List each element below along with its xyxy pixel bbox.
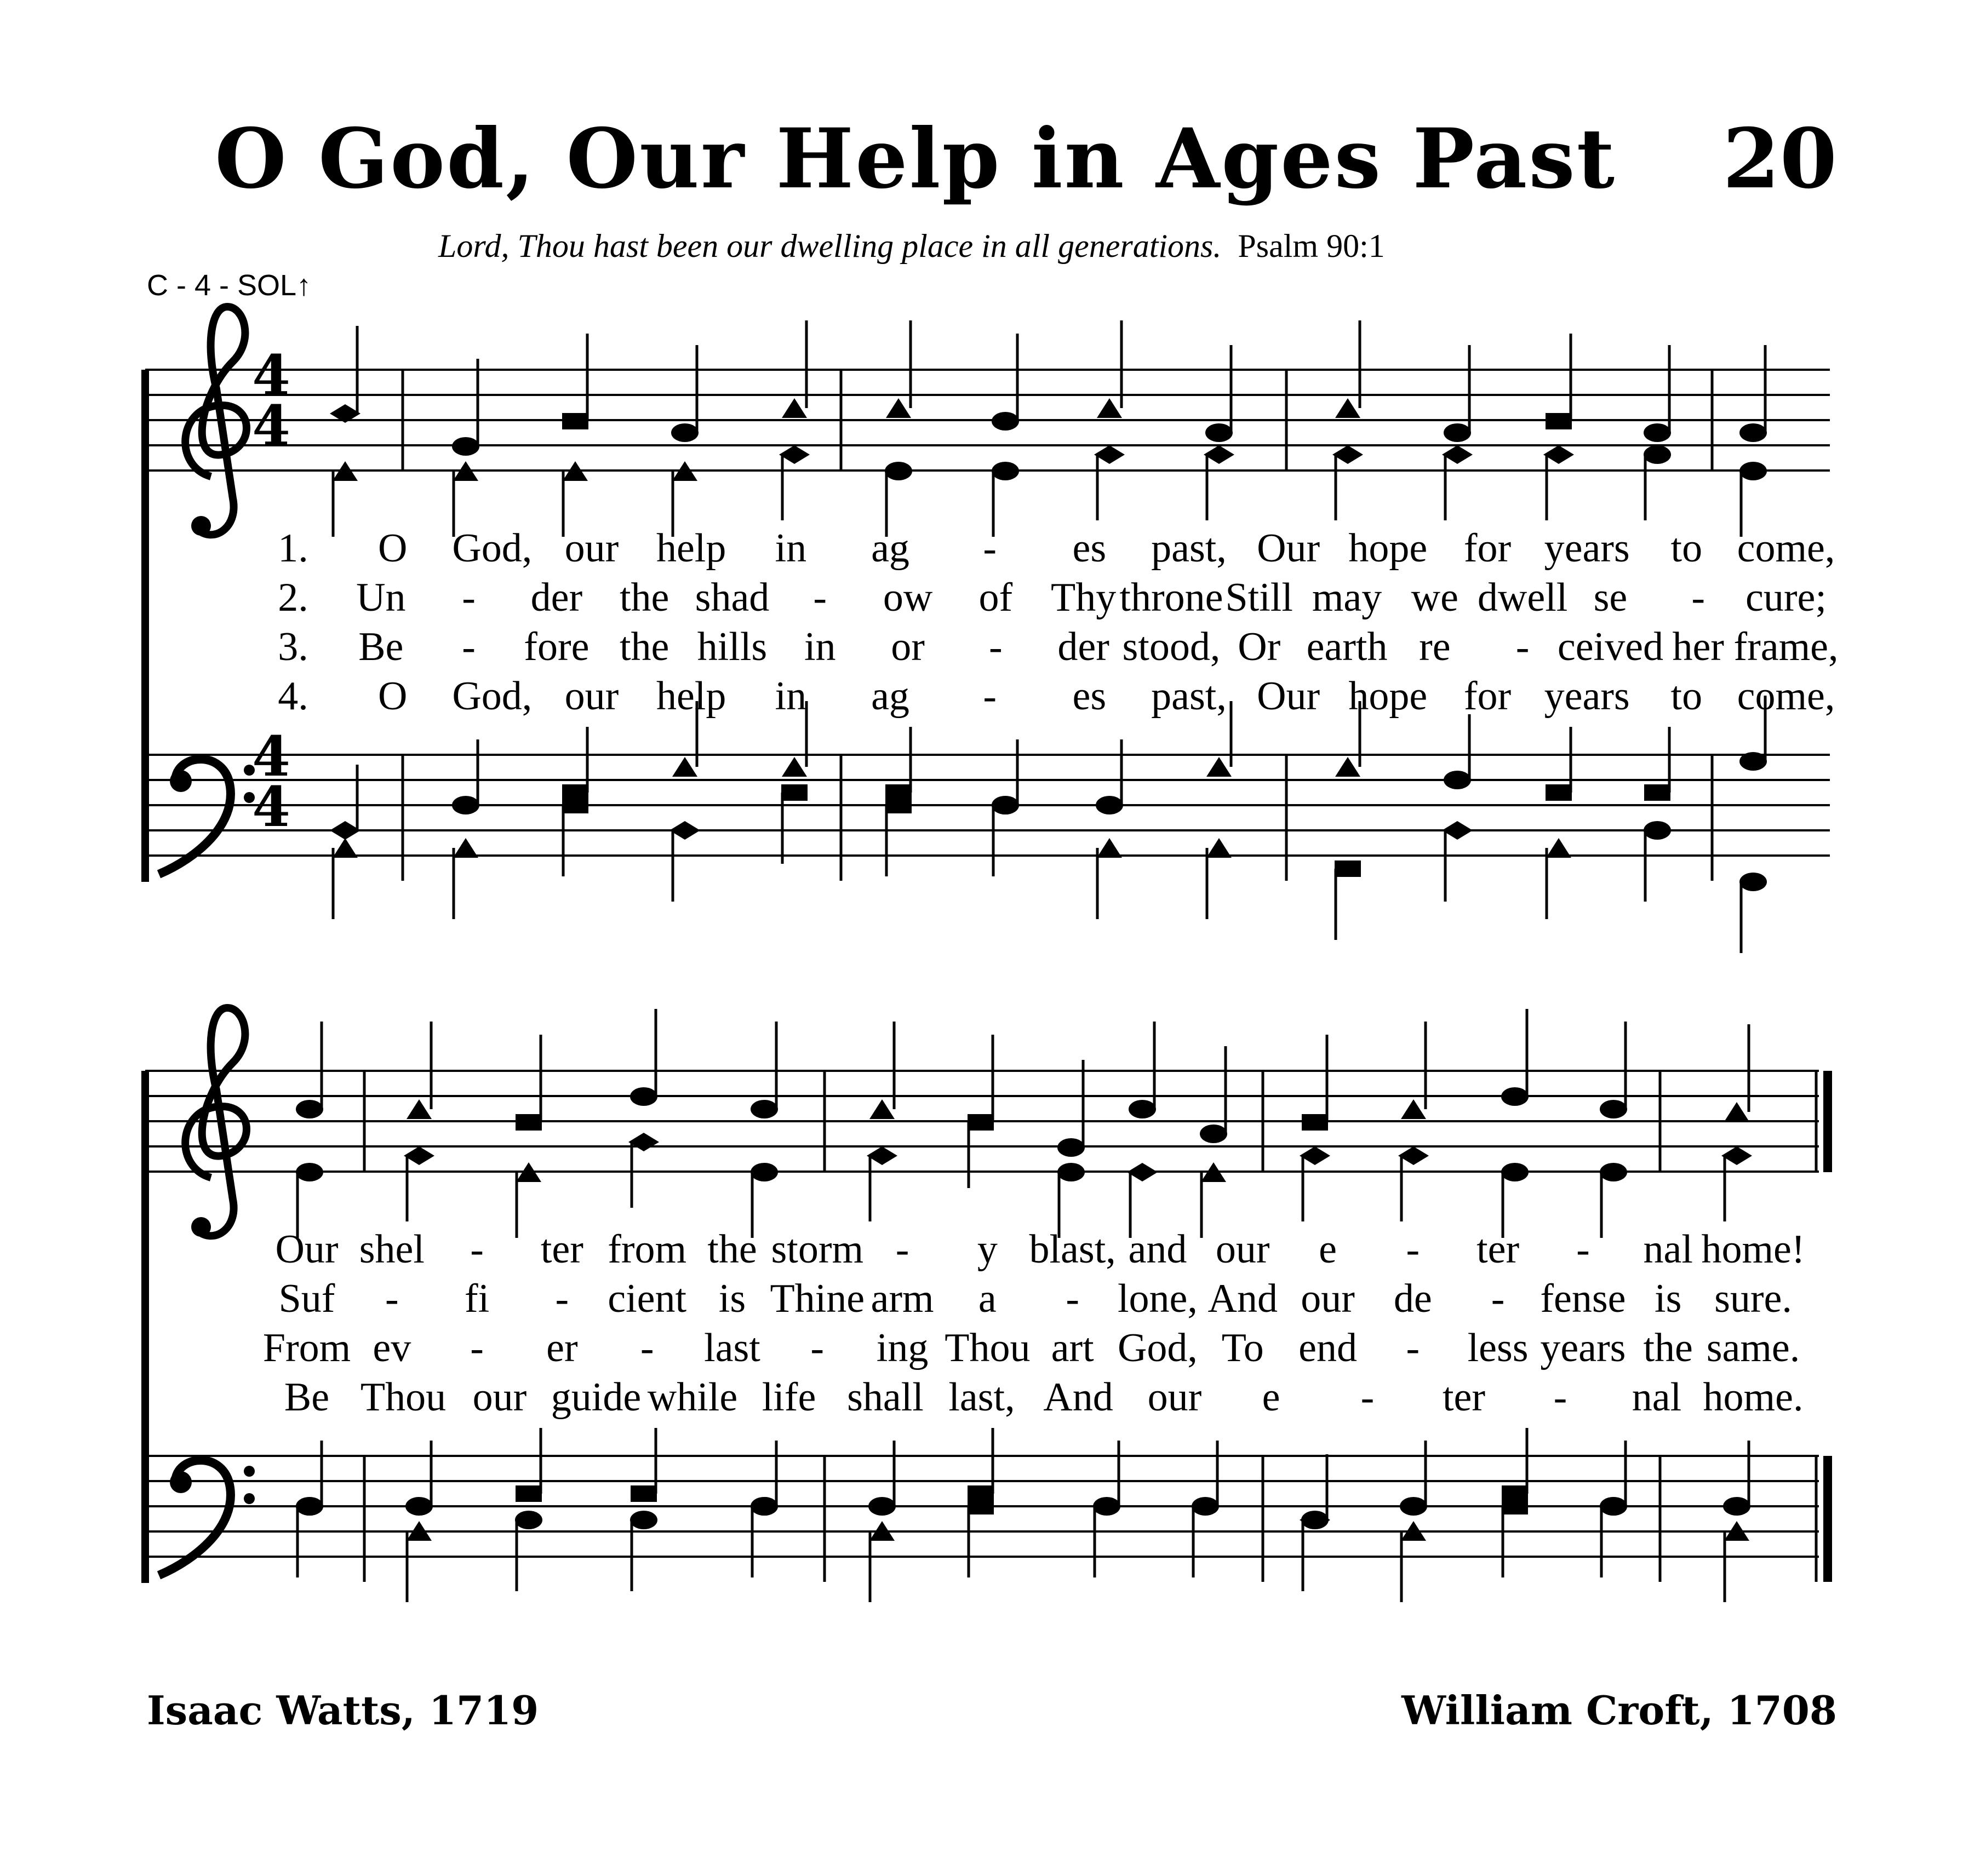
note-head [992,796,1019,814]
lyric-syllable: the [619,624,669,669]
lyric-syllable: - [470,1227,484,1272]
lyric-syllable: God, [452,674,533,719]
lyric-syllable: our [564,526,619,571]
note-head [1301,1511,1329,1529]
note-head [631,1485,657,1502]
note-head [1444,771,1471,789]
lyric-syllable: of [978,575,1013,620]
lyric-syllable: - [1691,575,1706,620]
lyric-syllable: - [1491,1276,1505,1321]
lyric-syllable: less [1467,1326,1529,1370]
lyric-syllable: our [1215,1227,1270,1272]
bass-clef-icon [159,759,255,874]
note-head [781,784,808,801]
note-head [1546,413,1572,429]
lyric-syllable: Suf [278,1276,335,1321]
note-head [1600,1100,1627,1118]
lyric-syllable: is [1655,1276,1682,1321]
note-head [453,838,478,858]
system-bracket [141,370,149,882]
lyric-syllable: shad [695,575,770,620]
lyric-syllable: a [978,1276,997,1321]
note-head [1335,398,1360,418]
lyric-syllable: Thou [945,1326,1031,1370]
lyric-syllable: shel [359,1227,425,1272]
lyric-syllable: frame, [1733,624,1839,669]
lyric-syllable: - [989,624,1003,669]
lyric-syllable: - [1406,1227,1420,1272]
lyric-syllable: art [1051,1326,1094,1370]
author-credit: Isaac Watts, 1719 [147,1687,539,1734]
lyric-syllable: ing [876,1326,929,1370]
lyric-syllable: ter [1476,1227,1520,1272]
lyric-syllable: - [462,624,476,669]
lyric-syllable: the [619,575,669,620]
lyric-syllable: while [647,1375,738,1420]
lyric-syllable: - [555,1276,569,1321]
lyric-syllable: - [1066,1276,1079,1321]
time-sig-top: 4 [252,724,290,789]
note-head [1644,821,1671,840]
lyric-syllable: Thy [1051,575,1117,620]
note-head [452,796,479,814]
lyric-syllable: home! [1701,1227,1805,1272]
lyric-syllable: to [1670,526,1703,571]
lyric-syllable: earth [1306,624,1388,669]
note-head [1057,1163,1085,1181]
lyric-syllable: life [762,1375,816,1420]
lyric-syllable: lone, [1117,1276,1198,1321]
lyric-syllable: And [1207,1276,1278,1321]
lyric-syllable: ag [871,526,909,571]
lyric-syllable: in [804,624,836,669]
lyric-syllable: our [564,674,619,719]
hymn-number: 20 [1722,111,1837,207]
note-head [751,1497,778,1516]
note-head [515,1511,542,1529]
lyric-syllable: e [1319,1227,1337,1272]
verse-1-line [278,526,1835,571]
note-head [1644,423,1671,442]
note-head [1206,838,1232,858]
lyric-syllable: years [1544,674,1630,719]
lyric-syllable: is [718,1276,746,1321]
note-head [992,462,1019,480]
lyric-syllable: Be [358,624,404,669]
lyric-syllable: shall [847,1375,924,1420]
lyric-syllable: fore [524,624,590,669]
note-head [296,1100,323,1118]
lyric-syllable: nal [1632,1375,1682,1420]
lyric-syllable: - [385,1276,399,1321]
note-head [1501,1163,1529,1181]
lyric-syllable: years [1540,1326,1626,1370]
lyric-syllable: - [983,674,997,719]
lyric-syllable: in [775,526,807,571]
lyric-syllable: last [704,1326,760,1370]
note-head [992,412,1019,431]
lyric-syllable: re [1419,624,1451,669]
key-signature-label: C - 4 - SOL↑ [147,269,312,302]
lyric-syllable: in [775,674,807,719]
verse-1-line [275,1227,1805,1272]
lyric-syllable: - [462,575,476,620]
lyric-syllable: our [1301,1276,1355,1321]
lyric-syllable: ev [373,1326,411,1370]
lyric-syllable: der [1057,624,1109,669]
scripture-quote: Lord, Thou hast been our dwelling place in all generations. [438,228,1222,264]
note-head [672,757,697,777]
lyric-syllable: God, [452,526,533,571]
time-sig-bottom: 4 [252,775,290,839]
lyric-syllable: storm [771,1227,864,1272]
lyric-syllable: - [640,1326,654,1370]
lyric-syllable: last, [948,1375,1015,1420]
note-head [1644,445,1671,464]
final-barline-thick [1823,1456,1832,1582]
lyric-syllable: arm [871,1276,934,1321]
lyric-syllable: blast, [1029,1227,1116,1272]
note-head [407,1099,432,1119]
lyric-syllable: sure. [1714,1276,1792,1321]
lyric-syllable: Thou [360,1375,447,1420]
lyric-syllable: past, [1151,674,1227,719]
composer-credit: William Croft, 1708 [1401,1687,1837,1734]
note-head [1600,1497,1627,1516]
verse-2-line [278,575,1827,620]
bass-clef-icon [159,1460,255,1575]
lyric-syllable: her [1672,624,1724,669]
lyric-syllable: from [608,1227,687,1272]
lyric-syllable: Thine [770,1276,865,1321]
lyric-syllable: de [1393,1276,1432,1321]
lyric-syllable: And [1043,1375,1113,1420]
note-head [1739,462,1767,480]
note-head [1501,1087,1529,1106]
lyric-syllable: es [1072,674,1107,719]
note-head [886,398,911,418]
lyric-syllable: dwell [1477,575,1568,620]
final-barline-thick [1823,1071,1832,1172]
lyric-syllable: - [1406,1326,1420,1370]
lyric-syllable: 2. [278,575,308,620]
lyric-syllable: - [1576,1227,1590,1272]
note-head [1401,1099,1426,1119]
lyric-syllable: - [1360,1375,1375,1420]
lyric-syllable: cient [608,1276,687,1321]
lyric-syllable: Be [284,1375,330,1420]
lyric-syllable: the [1643,1326,1693,1370]
lyric-syllable: er [546,1326,578,1370]
note-head [562,413,588,429]
note-head [1739,752,1767,771]
system-bracket [141,1071,149,1583]
lyric-syllable: - [1553,1375,1567,1420]
lyric-syllable: hope [1348,674,1428,719]
lyric-syllable: es [1072,526,1107,571]
note-head [296,1163,323,1181]
lyric-syllable: Still [1225,575,1293,620]
note-head [1302,1114,1328,1131]
verse-4-line [284,1375,1804,1420]
note-head [516,1114,542,1131]
lyric-syllable: hope [1348,526,1428,571]
lyric-syllable: hills [697,624,768,669]
note-head [296,1497,323,1516]
note-head [1206,757,1232,777]
note-head [1205,423,1233,442]
lyric-syllable: come, [1737,526,1835,571]
lyric-syllable: Our [1257,526,1320,571]
note-head [333,838,358,858]
lyric-syllable: help [656,526,726,571]
lyric-syllable: Or [1238,624,1281,669]
note-head [516,1485,542,1502]
lyric-syllable: to [1670,674,1703,719]
system2-lyrics [263,1227,1805,1420]
note-head [671,423,699,442]
lyric-syllable: home. [1703,1375,1804,1420]
lyric-syllable: years [1544,526,1630,571]
note-head [782,398,807,418]
lyric-syllable: nal [1643,1227,1693,1272]
lyric-syllable: our [1147,1375,1202,1420]
lyric-syllable: y [977,1227,998,1272]
lyric-syllable: fense [1540,1276,1626,1321]
lyric-syllable: der [530,575,583,620]
lyric-syllable: our [472,1375,527,1420]
note-head [1129,1100,1156,1118]
scripture-citation: Psalm 90:1 [1238,228,1385,264]
note-head [1724,1102,1749,1122]
note-head [751,1100,778,1118]
lyric-syllable: ter [540,1227,583,1272]
lyric-syllable: come, [1737,674,1835,719]
lyric-syllable: ow [883,575,933,620]
system1-lyrics [278,526,1838,719]
lyric-syllable: and [1128,1227,1187,1272]
note-head [869,1099,895,1119]
time-sig-top: 4 [252,343,290,408]
lyric-syllable: fi [464,1276,490,1321]
lyric-syllable: From [262,1326,351,1370]
verse-2-line [279,1276,1792,1321]
lyric-syllable: we [1411,575,1458,620]
lyric-syllable: may [1312,575,1382,620]
note-head [1502,1498,1528,1514]
time-sig-bottom: 4 [252,393,290,458]
lyric-syllable: or [891,624,925,669]
note-head [1096,796,1123,814]
lyric-syllable: past, [1151,526,1227,571]
lyric-syllable: God, [1117,1326,1198,1370]
lyric-syllable: for [1463,674,1512,719]
lyric-syllable: To [1221,1326,1264,1370]
lyric-syllable: - [983,526,997,571]
note-head [968,1498,994,1514]
lyric-syllable: O [377,674,408,719]
lyric-syllable: 1. [278,526,308,571]
lyric-syllable: se [1593,575,1628,620]
lyric-syllable: ter [1442,1375,1486,1420]
note-head [1097,838,1122,858]
verse-3-line [263,1326,1800,1370]
lyric-syllable: O [377,526,408,571]
lyric-syllable: Un [356,575,406,620]
note-head [452,437,479,456]
note-head [1335,757,1360,777]
note-head [751,1163,778,1181]
note-head [630,1087,657,1106]
lyric-syllable: - [470,1326,484,1370]
note-head [1400,1497,1427,1516]
lyric-syllable: same. [1706,1326,1800,1370]
lyric-syllable: - [810,1326,825,1370]
note-head [868,1497,896,1516]
note-head [1600,1163,1627,1181]
lyric-syllable: cure; [1745,575,1827,620]
lyric-syllable: - [813,575,827,620]
note-head [782,757,807,777]
note-head [1200,1125,1227,1143]
note-head [885,462,912,480]
note-head [1057,1138,1085,1157]
lyric-syllable: Our [1257,674,1320,719]
note-head [1546,838,1571,858]
lyric-syllable: - [895,1227,909,1272]
lyric-syllable: Our [275,1227,339,1272]
lyric-syllable: stood, [1122,624,1221,669]
lyric-syllable: ag [871,674,909,719]
lyric-syllable: - [1515,624,1530,669]
verse-3-line [278,624,1838,669]
hymn-title: O God, Our Help in Ages Past [215,111,1616,207]
lyric-syllable: the [707,1227,757,1272]
lyric-syllable: e [1262,1375,1280,1420]
verse-4-line [278,674,1835,719]
note-head [1739,873,1767,891]
lyric-syllable: guide [551,1375,642,1420]
note-head [1546,784,1572,801]
note-head [1444,423,1471,442]
note-head [885,797,912,813]
note-head [1335,860,1361,877]
note-head [630,1511,657,1529]
note-head [1097,398,1122,418]
note-head [1739,423,1767,442]
lyric-syllable: 3. [278,624,308,669]
note-head [1644,784,1670,801]
lyric-syllable: end [1298,1326,1357,1370]
lyric-syllable: throne [1119,575,1223,620]
lyric-syllable: ceived [1557,624,1663,669]
lyric-syllable: for [1463,526,1512,571]
note-head [1723,1497,1750,1516]
note-head [562,797,588,813]
lyric-syllable: help [656,674,726,719]
lyric-syllable: 4. [278,674,308,719]
note-head [405,1497,433,1516]
note-head [968,1114,994,1131]
